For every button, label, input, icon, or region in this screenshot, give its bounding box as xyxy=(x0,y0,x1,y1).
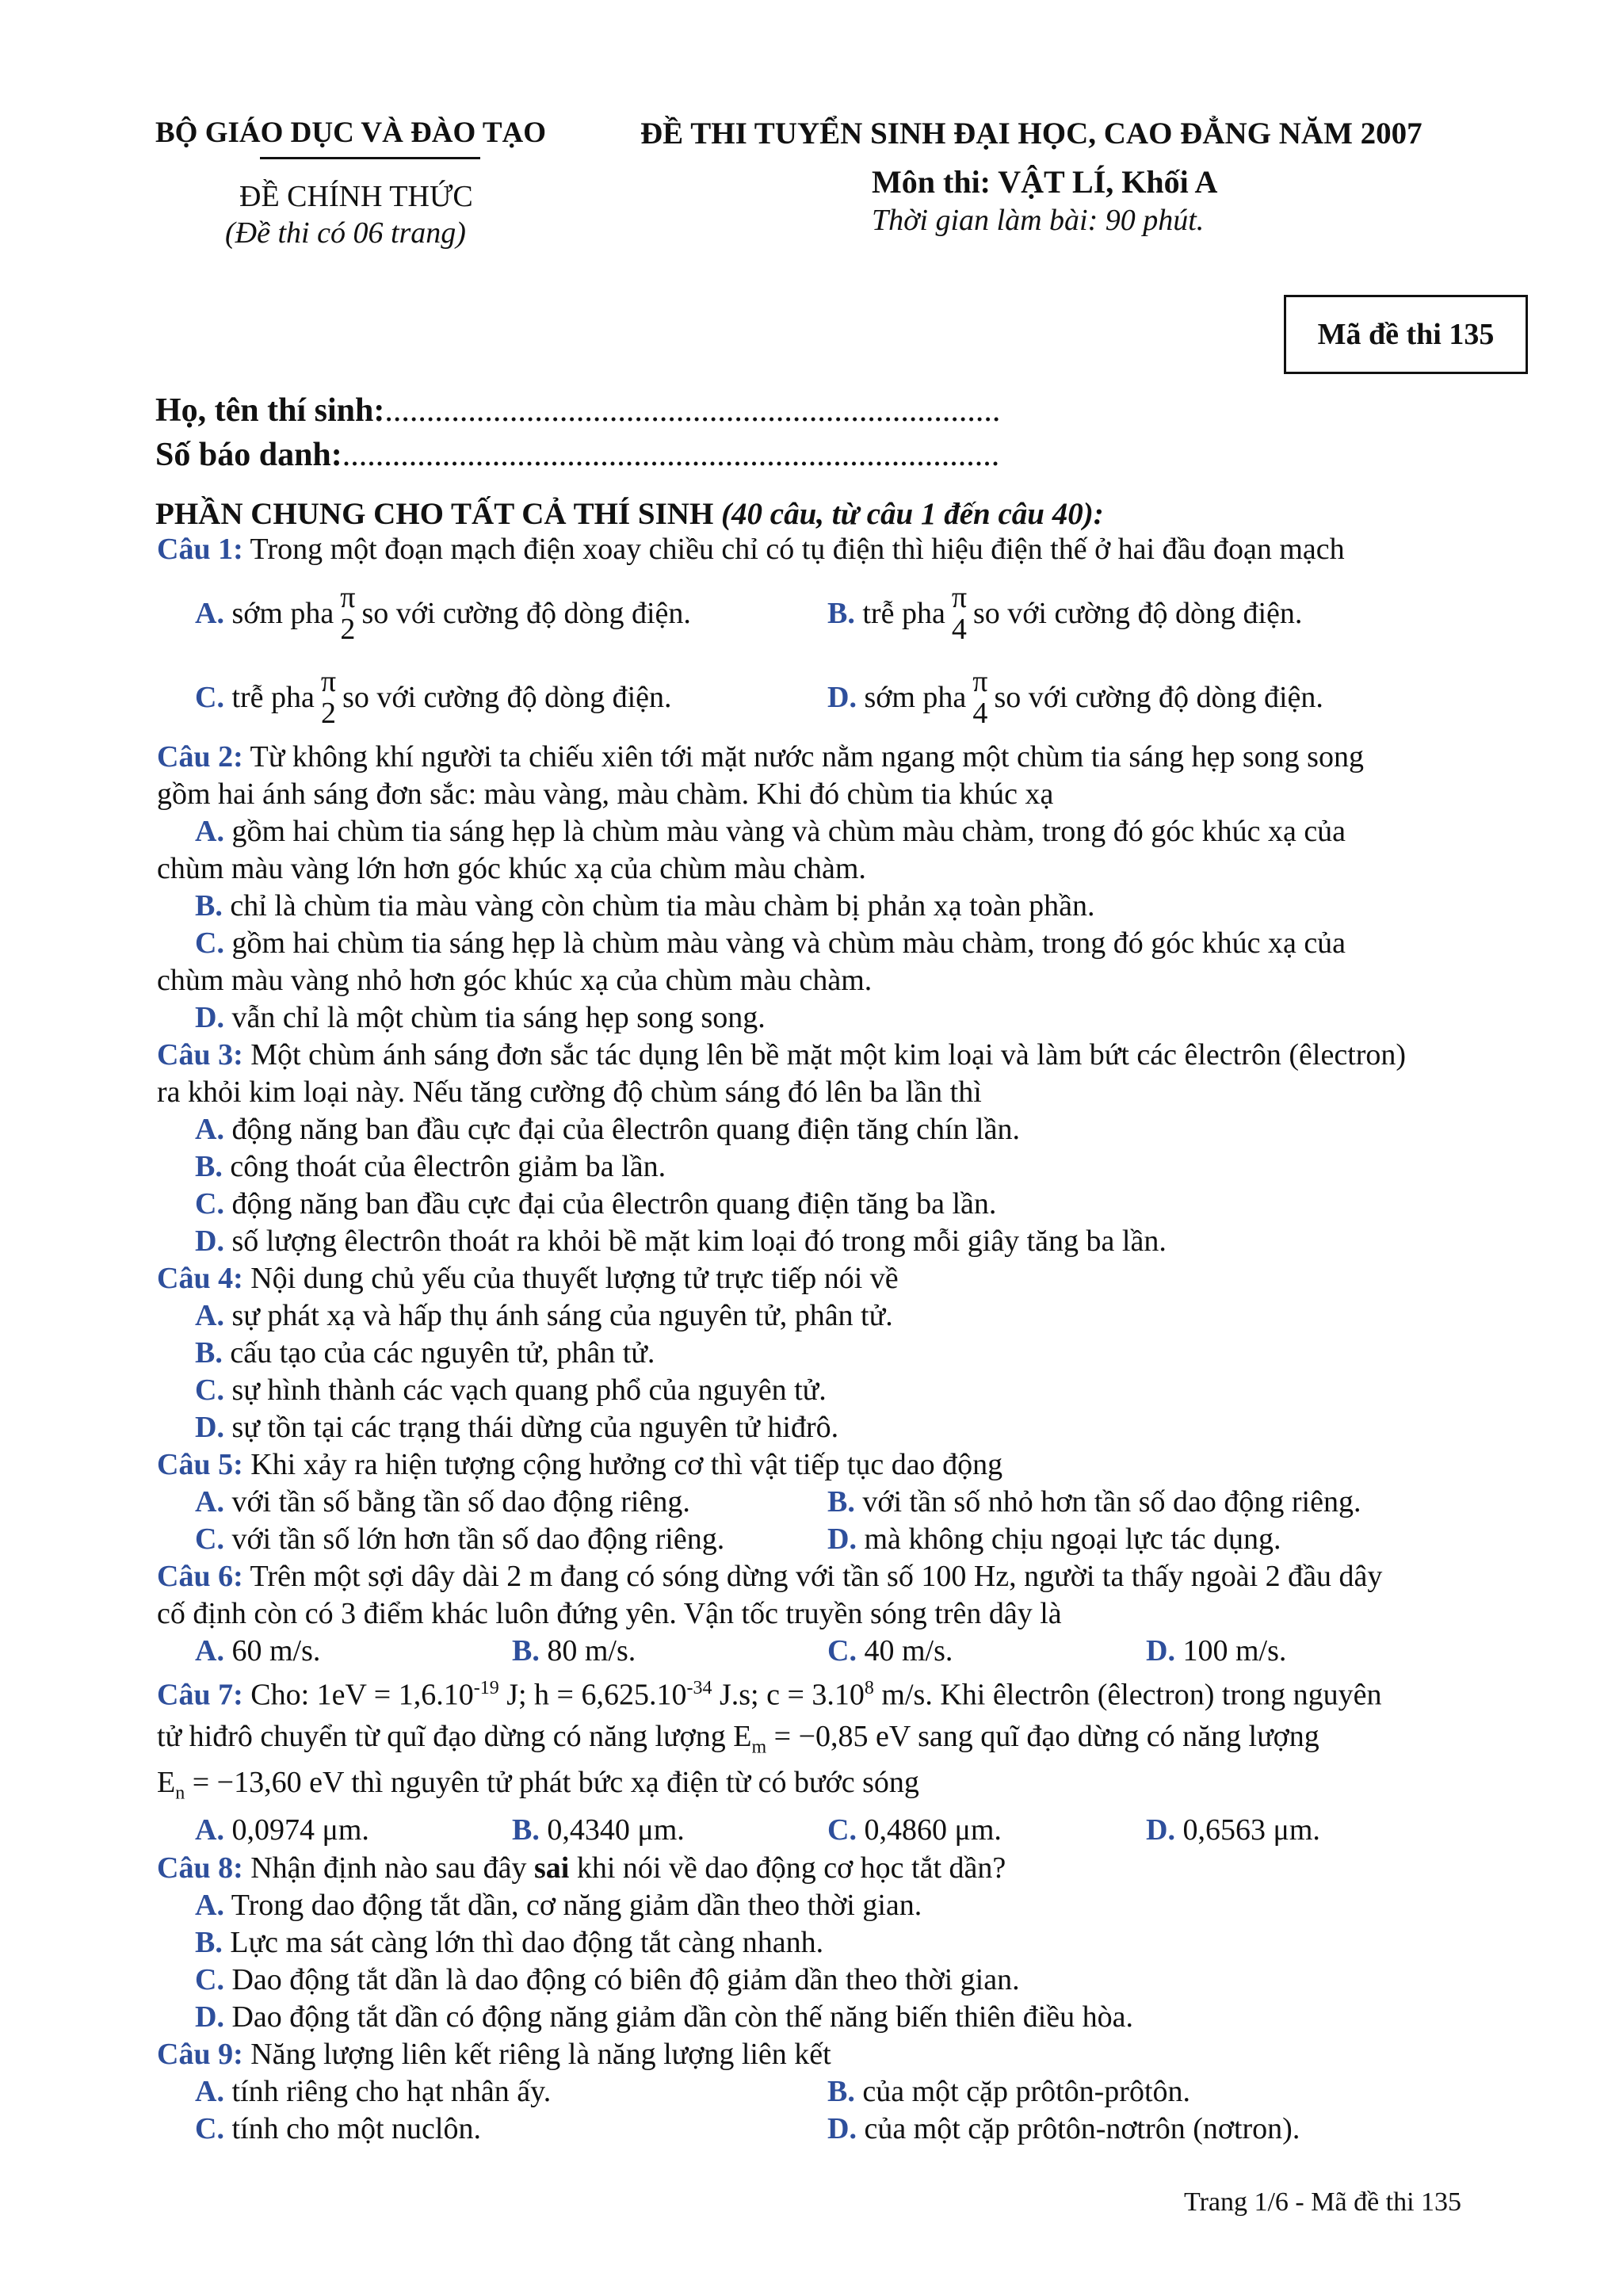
option-text: so với cường độ dòng điện. xyxy=(973,597,1303,630)
option-text: chỉ là chùm tia màu vàng còn chùm tia màu chàm bị phản xạ toàn phần. xyxy=(222,889,1095,923)
exponent: 8 xyxy=(864,1678,874,1698)
option-label: C. xyxy=(195,2112,224,2145)
subject-line: Môn thi: VẬT LÍ, Khối A xyxy=(872,164,1218,200)
option-text: chùm màu vàng lớn hơn góc khúc xạ của chùm màu chàm. xyxy=(157,852,866,885)
q3-option-c xyxy=(195,1186,1496,1223)
option-label: A. xyxy=(195,815,224,848)
option-text: với tần số bằng tần số dao động riêng. xyxy=(223,1485,690,1519)
exponent: -19 xyxy=(473,1678,499,1698)
numerator: π xyxy=(972,665,988,698)
q6-option-d xyxy=(1146,1633,1286,1670)
question-4-stem xyxy=(157,1260,1496,1297)
question-7-stem-cont2 xyxy=(157,1764,1496,1813)
option-label: B. xyxy=(827,597,855,630)
question-3-stem-cont xyxy=(157,1074,1496,1111)
question-text: gồm hai ánh sáng đơn sắc: màu vàng, màu chàm. Khi đó chùm tia khúc xạ xyxy=(157,777,1054,811)
exam-code-box xyxy=(1284,295,1528,374)
question-number: Câu 2: xyxy=(157,740,243,774)
q5-option-d xyxy=(827,1521,1281,1558)
option-label: C. xyxy=(827,1813,857,1847)
option-label: B. xyxy=(195,889,223,923)
question-number: Câu 3: xyxy=(157,1038,243,1072)
option-text: công thoát của êlectrôn giảm ba lần. xyxy=(222,1150,666,1183)
q9-option-d xyxy=(827,2111,1300,2148)
question-text: J.s; c = 3.10 xyxy=(712,1678,865,1712)
option-text: sự tồn tại các trạng thái dừng của nguyên tử hiđrô. xyxy=(223,1411,839,1444)
option-text: cấu tạo của các nguyên tử, phân tử. xyxy=(222,1336,655,1370)
question-number: Câu 7: xyxy=(157,1678,243,1712)
question-7-stem xyxy=(157,1670,1496,1714)
question-7-stem-cont xyxy=(157,1718,1496,1767)
q1-option-c xyxy=(195,661,672,734)
q9-option-c xyxy=(195,2111,481,2148)
official-label: ĐỀ CHÍNH THỨC xyxy=(239,180,473,213)
subscript: m xyxy=(751,1736,767,1758)
section-title-scope: (40 câu, từ câu 1 đến câu 40): xyxy=(721,497,1104,531)
q2-option-d xyxy=(195,999,1496,1037)
option-label: C. xyxy=(827,1634,857,1668)
option-text: sớm pha xyxy=(231,597,334,630)
option-text: 40 m/s. xyxy=(856,1634,953,1668)
option-text: Dao động tắt dần có động năng giảm dần còn thế năng biến thiên điều hòa. xyxy=(223,2000,1134,2034)
denominator: 4 xyxy=(951,613,967,646)
option-text: động năng ban đầu cực đại của êlectrôn quang điện tăng ba lần. xyxy=(223,1187,997,1221)
question-9-stem xyxy=(157,2036,1496,2073)
q1-option-d xyxy=(827,661,1323,734)
numerator: π xyxy=(951,581,967,614)
option-label: A. xyxy=(195,597,224,630)
question-text: Cho: 1eV = 1,6.10 xyxy=(242,1678,474,1712)
option-text: của một cặp prôtôn-prôtôn. xyxy=(854,2075,1191,2108)
q9-option-b xyxy=(827,2073,1190,2111)
q4-option-c xyxy=(195,1372,1496,1409)
question-6-stem-cont xyxy=(157,1595,1496,1633)
numerator: π xyxy=(340,581,356,614)
option-label: B. xyxy=(195,1926,223,1959)
q7-option-d xyxy=(1146,1812,1320,1849)
candidate-name-row xyxy=(155,392,1000,430)
q8-option-c xyxy=(195,1962,1496,1999)
option-label: B. xyxy=(195,1336,223,1370)
q2-option-b xyxy=(195,888,1496,925)
option-text: tính cho một nuclôn. xyxy=(223,2112,481,2145)
ministry-name: BỘ GIÁO DỤC VÀ ĐÀO TẠO xyxy=(155,117,547,149)
q2-option-a-cont xyxy=(157,850,1496,888)
question-8-stem xyxy=(157,1850,1496,1887)
q4-option-d xyxy=(195,1409,1496,1446)
denominator: 4 xyxy=(972,697,988,730)
q7-option-c xyxy=(827,1812,1002,1849)
section-title-main: PHẦN CHUNG CHO TẤT CẢ THÍ SINH xyxy=(155,497,722,531)
option-text: số lượng êlectrôn thoát ra khỏi bề mặt kim loại đó trong mỗi giây tăng ba lần. xyxy=(223,1224,1167,1258)
section-title xyxy=(155,496,1104,532)
question-number: Câu 9: xyxy=(157,2038,243,2071)
q2-option-c xyxy=(195,925,1496,962)
q5-option-c xyxy=(195,1521,724,1558)
option-label: D. xyxy=(1146,1813,1175,1847)
candidate-name-field: .......................................................................... xyxy=(384,392,1001,429)
option-text: chùm màu vàng nhỏ hơn góc khúc xạ của chùm màu chàm. xyxy=(157,964,873,997)
question-number: Câu 6: xyxy=(157,1560,243,1593)
exam-title: ĐỀ THI TUYỂN SINH ĐẠI HỌC, CAO ĐẲNG NĂM 2007 xyxy=(640,117,1423,151)
option-text: 60 m/s. xyxy=(223,1634,321,1668)
option-label: A. xyxy=(195,1299,224,1332)
question-2-stem xyxy=(157,739,1496,776)
question-text: = −13,60 eV thì nguyên tử phát bức xạ điện từ có bước sóng xyxy=(185,1766,919,1799)
option-text: sự phát xạ và hấp thụ ánh sáng của nguyên tử, phân tử. xyxy=(223,1299,893,1332)
fraction xyxy=(972,666,987,729)
question-text: Từ không khí người ta chiếu xiên tới mặt nước nằm ngang một chùm tia sáng hẹp song song xyxy=(242,740,1364,774)
question-text: Khi xảy ra hiện tượng cộng hưởng cơ thì vật tiếp tục dao động xyxy=(242,1448,1003,1481)
emphasis: sai xyxy=(534,1851,570,1885)
option-label: C. xyxy=(195,1373,224,1407)
option-label: A. xyxy=(195,2075,224,2108)
denominator: 2 xyxy=(321,697,336,730)
question-number: Câu 5: xyxy=(157,1448,243,1481)
option-text: 0,6563 μm. xyxy=(1174,1813,1320,1847)
question-5-stem xyxy=(157,1446,1496,1484)
option-label: D. xyxy=(195,2000,224,2034)
option-text: trễ pha xyxy=(231,681,315,714)
question-text: Trong một đoạn mạch điện xoay chiều chỉ có tụ điện thì hiệu điện thế ở hai đầu đoạn mạch xyxy=(242,533,1345,566)
fraction xyxy=(340,582,355,645)
question-number: Câu 8: xyxy=(157,1851,243,1885)
q3-option-d xyxy=(195,1223,1496,1260)
option-label: B. xyxy=(827,1485,855,1519)
q7-option-a xyxy=(195,1812,369,1849)
option-text: Dao động tắt dần là dao động có biên độ giảm dần theo thời gian. xyxy=(223,1963,1020,1996)
option-text: 100 m/s. xyxy=(1174,1634,1287,1668)
option-label: A. xyxy=(195,1634,224,1668)
q3-option-b xyxy=(195,1148,1496,1186)
option-text: với tần số nhỏ hơn tần số dao động riêng. xyxy=(854,1485,1361,1519)
candidate-id-row xyxy=(155,436,999,474)
question-text: m/s. Khi êlectrôn (êlectron) trong nguyên xyxy=(873,1678,1382,1712)
question-text: Trên một sợi dây dài 2 m đang có sóng dừng với tần số 100 Hz, người ta thấy ngoài 2 đầu dây xyxy=(242,1560,1383,1593)
question-text: Nội dung chủ yếu của thuyết lượng tử trực tiếp nói về xyxy=(242,1262,899,1295)
option-text: trễ pha xyxy=(862,597,945,630)
option-label: C. xyxy=(195,926,224,960)
option-label: D. xyxy=(195,1001,224,1034)
q6-option-c xyxy=(827,1633,953,1670)
option-label: B. xyxy=(195,1150,223,1183)
option-label: B. xyxy=(512,1813,540,1847)
q7-option-b xyxy=(512,1812,685,1849)
q3-option-a xyxy=(195,1111,1496,1148)
q2-option-a xyxy=(195,813,1496,850)
q4-option-a xyxy=(195,1297,1496,1335)
question-text: tử hiđrô chuyển từ quĩ đạo dừng có năng lượng E xyxy=(157,1720,752,1753)
q2-option-c-cont xyxy=(157,962,1496,999)
candidate-name-label: Họ, tên thí sinh: xyxy=(155,392,385,429)
numerator: π xyxy=(320,665,337,698)
page-footer: Trang 1/6 - Mã đề thi 135 xyxy=(1184,2187,1462,2217)
question-text: khi nói về dao động cơ học tắt dần? xyxy=(569,1851,1006,1885)
header-rule xyxy=(260,157,480,159)
fraction xyxy=(321,666,336,729)
option-text: với tần số lớn hơn tần số dao động riêng. xyxy=(223,1522,725,1556)
candidate-id-field: ............................................................................... xyxy=(342,437,1000,473)
question-text: = −0,85 eV sang quĩ đạo dừng có năng lượng xyxy=(766,1720,1319,1753)
option-text: so với cường độ dòng điện. xyxy=(342,681,672,714)
question-number: Câu 4: xyxy=(157,1262,243,1295)
option-text: 0,0974 μm. xyxy=(223,1813,369,1847)
option-label: A. xyxy=(195,1889,224,1922)
question-1-stem xyxy=(157,531,1496,568)
q5-option-b xyxy=(827,1484,1361,1521)
question-text: Một chùm ánh sáng đơn sắc tác dụng lên bề mặt một kim loại và làm bứt các êlectrôn (êlectron) xyxy=(242,1038,1407,1072)
question-text: E xyxy=(157,1766,176,1799)
subscript: n xyxy=(175,1782,185,1804)
question-number: Câu 1: xyxy=(157,533,243,566)
option-text: động năng ban đầu cực đại của êlectrôn quang điện tăng chín lần. xyxy=(223,1113,1020,1146)
option-label: D. xyxy=(1146,1634,1175,1668)
q9-option-a xyxy=(195,2073,551,2111)
option-text: sự hình thành các vạch quang phổ của nguyên tử. xyxy=(223,1373,827,1407)
option-label: C. xyxy=(195,681,224,714)
q6-option-a xyxy=(195,1633,320,1670)
question-2-stem-cont xyxy=(157,776,1496,813)
q6-option-b xyxy=(512,1633,636,1670)
option-text: của một cặp prôtôn-nơtrôn (nơtron). xyxy=(856,2112,1300,2145)
q5-option-a xyxy=(195,1484,690,1521)
fraction xyxy=(952,582,967,645)
option-text: Lực ma sát càng lớn thì dao động tắt càng nhanh. xyxy=(222,1926,824,1959)
option-text: sớm pha xyxy=(864,681,967,714)
option-label: A. xyxy=(195,1113,224,1146)
exponent: -34 xyxy=(686,1678,712,1698)
question-text: Năng lượng liên kết riêng là năng lượng liên kết xyxy=(242,2038,831,2071)
option-label: C. xyxy=(195,1522,224,1556)
exam-code: Mã đề thi 135 xyxy=(1317,318,1495,351)
option-label: D. xyxy=(195,1224,224,1258)
option-text: so với cường độ dòng điện. xyxy=(994,681,1323,714)
option-label: B. xyxy=(512,1634,540,1668)
question-6-stem xyxy=(157,1558,1496,1595)
question-text: Nhận định nào sau đây xyxy=(242,1851,534,1885)
option-label: D. xyxy=(827,2112,857,2145)
option-label: D. xyxy=(195,1411,224,1444)
option-label: C. xyxy=(195,1187,224,1221)
option-text: 80 m/s. xyxy=(539,1634,636,1668)
option-label: A. xyxy=(195,1813,224,1847)
q1-option-a xyxy=(195,577,691,650)
q8-option-b xyxy=(195,1924,1496,1962)
pages-note: (Đề thi có 06 trang) xyxy=(225,216,466,250)
q1-option-b xyxy=(827,577,1302,650)
option-label: D. xyxy=(827,1522,857,1556)
question-text: cố định còn có 3 điểm khác luôn đứng yên. Vận tốc truyền sóng trên dây là xyxy=(157,1597,1062,1630)
question-text: ra khỏi kim loại này. Nếu tăng cường độ chùm sáng đó lên ba lần thì xyxy=(157,1075,982,1109)
candidate-id-label: Số báo danh: xyxy=(155,437,342,473)
denominator: 2 xyxy=(340,613,356,646)
q8-option-a xyxy=(195,1887,1496,1924)
option-text: 0,4340 μm. xyxy=(539,1813,685,1847)
option-label: D. xyxy=(827,681,857,714)
option-text: gồm hai chùm tia sáng hẹp là chùm màu vàng và chùm màu chàm, trong đó góc khúc xạ của xyxy=(223,926,1346,960)
option-text: so với cường độ dòng điện. xyxy=(361,597,691,630)
option-text: vẫn chỉ là một chùm tia sáng hẹp song song. xyxy=(223,1001,766,1034)
option-label: B. xyxy=(827,2075,855,2108)
q8-option-d xyxy=(195,1999,1496,2036)
option-text: gồm hai chùm tia sáng hẹp là chùm màu vàng và chùm màu chàm, trong đó góc khúc xạ của xyxy=(223,815,1346,848)
q4-option-b xyxy=(195,1335,1496,1372)
time-line: Thời gian làm bài: 90 phút. xyxy=(872,204,1205,237)
option-text: tính riêng cho hạt nhân ấy. xyxy=(223,2075,552,2108)
option-text: mà không chịu ngoại lực tác dụng. xyxy=(856,1522,1281,1556)
option-text: 0,4860 μm. xyxy=(856,1813,1002,1847)
question-text: J; h = 6,625.10 xyxy=(498,1678,687,1712)
option-label: A. xyxy=(195,1485,224,1519)
option-label: C. xyxy=(195,1963,224,1996)
question-3-stem xyxy=(157,1037,1496,1074)
option-text: Trong dao động tắt dần, cơ năng giảm dần theo thời gian. xyxy=(223,1889,922,1922)
